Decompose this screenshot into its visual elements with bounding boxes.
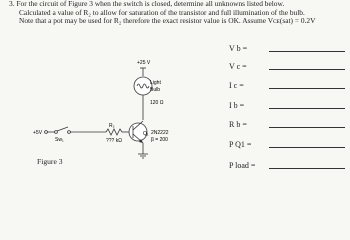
answer-blank[interactable] — [269, 147, 345, 148]
question-number: 3. — [9, 0, 15, 8]
figure-caption: Figure 3 — [37, 157, 63, 166]
question-line-2: Calculated a value of R₂ to allow for saturation of the transistor and full illumination of the bulb. — [19, 8, 305, 17]
answer-label: V c = — [229, 62, 247, 71]
answer-label: I b = — [229, 101, 245, 110]
transistor-beta: β = 200 — [151, 137, 168, 143]
input-voltage: +5V — [33, 130, 43, 136]
answer-blank[interactable] — [269, 168, 345, 169]
circuit-diagram — [0, 0, 230, 176]
answer-rb — [229, 118, 347, 130]
answer-pload — [229, 159, 347, 171]
answer-label: V b = — [229, 44, 248, 53]
answer-ib — [229, 99, 347, 111]
answer-blank[interactable] — [269, 51, 345, 52]
answer-vb — [229, 42, 347, 54]
bulb-label-2: Bulb — [150, 87, 161, 93]
rb-resistor — [106, 129, 122, 135]
answer-blank[interactable] — [269, 88, 345, 89]
switch-blade — [57, 127, 68, 131]
bulb-resistance: 120 Ω — [150, 100, 164, 106]
rb-label: R₂ — [109, 123, 115, 129]
switch-label: Sw₁ — [55, 137, 64, 143]
switch-contact-right — [68, 131, 71, 134]
transistor-ref: Q₁ — [143, 131, 149, 137]
answer-label: P Q1 = — [229, 140, 252, 149]
answer-vc — [229, 60, 347, 72]
switch-contact-left — [55, 131, 58, 134]
answer-pq1 — [229, 138, 347, 150]
answer-label: P load = — [229, 161, 256, 170]
answer-blank[interactable] — [269, 69, 345, 70]
answer-label: R b = — [229, 120, 247, 129]
question-line-1-text: For the circuit of Figure 3 when the switch is closed, determine all unknowns listed below. — [16, 0, 285, 8]
vcc-label: +25 V — [137, 60, 151, 66]
answer-ic — [229, 79, 347, 91]
bulb-label-1: Light — [150, 80, 161, 86]
input-terminal — [45, 131, 48, 134]
answer-blank[interactable] — [269, 127, 345, 128]
answer-blank[interactable] — [269, 108, 345, 109]
question-line-3: Note that a pot may be used for R₂ therefore the exact resistor value is OK. Assume Vᴄᴇ(sat) = 0.2V — [19, 17, 316, 26]
rb-value: ??? kΩ — [106, 138, 122, 144]
transistor-part: 2N2222 — [151, 130, 169, 136]
answer-label: I c = — [229, 81, 244, 90]
